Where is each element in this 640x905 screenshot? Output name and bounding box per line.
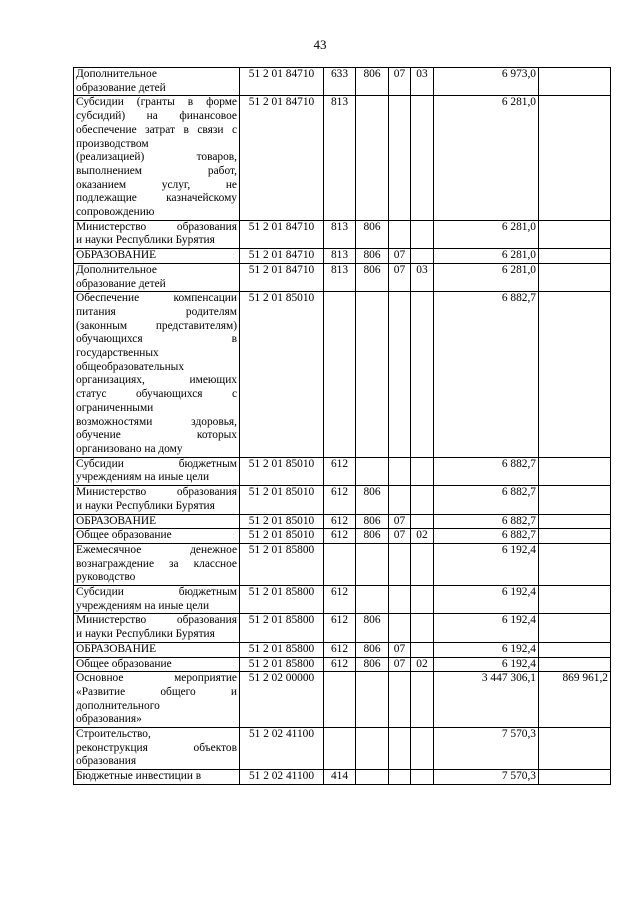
section-cell [389,220,411,248]
item-name-line: государственных [76,347,159,360]
item-name-cell [74,220,240,248]
amount-extra-cell [539,642,611,657]
item-name-cell [74,586,240,614]
expense-type-cell: 813 [324,263,356,291]
target-article-cell: 51 2 01 84710 [240,249,324,264]
expense-type-cell: 612 [324,614,356,642]
target-article-cell: 51 2 01 85010 [240,457,324,485]
expense-type-cell [324,672,356,728]
amount-extra-cell [539,486,611,514]
table-row [74,96,611,220]
ministry-code-cell [356,96,389,220]
subsection-cell: 03 [411,263,434,291]
table-row [74,770,611,785]
amount-extra-cell: 869 961,2 [539,672,611,728]
item-name-line: Министерство образования [76,614,237,627]
ministry-code-cell [356,728,389,770]
ministry-code-cell [356,586,389,614]
amount-cell: 6 192,4 [434,614,539,642]
amount-cell: 6 192,4 [434,543,539,585]
item-name-cell [74,672,240,728]
amount-extra-cell [539,728,611,770]
target-article-cell: 51 2 01 85010 [240,529,324,544]
amount-cell: 6 281,0 [434,96,539,220]
amount-extra-cell [539,68,611,96]
section-cell [389,543,411,585]
table-row [74,486,611,514]
section-cell: 07 [389,529,411,544]
item-name-line: образования [76,755,137,768]
target-article-cell: 51 2 02 41100 [240,728,324,770]
item-name-cell [74,728,240,770]
subsection-cell [411,728,434,770]
item-name-line: Ежемесячное денежное [76,543,237,556]
target-article-cell: 51 2 01 84710 [240,96,324,220]
amount-extra-cell [539,263,611,291]
amount-cell: 6 882,7 [434,292,539,457]
expense-type-cell: 414 [324,770,356,785]
ministry-code-cell: 806 [356,220,389,248]
item-name-line: возможностями здоровья, [76,415,237,428]
item-name-line: производством [76,137,149,150]
expense-type-cell: 612 [324,457,356,485]
item-name-cell [74,657,240,672]
item-name-line: Министерство образования [76,486,237,499]
table-row [74,68,611,96]
target-article-cell: 51 2 01 85800 [240,586,324,614]
item-name-cell [74,770,240,785]
item-name-line: Субсидии бюджетным [76,586,237,599]
item-name-line: ОБРАЗОВАНИЕ [76,642,157,655]
expense-type-cell: 612 [324,657,356,672]
target-article-cell: 51 2 01 85010 [240,292,324,457]
target-article-cell: 51 2 01 85800 [240,642,324,657]
section-cell [389,486,411,514]
subsection-cell: 02 [411,657,434,672]
item-name-line: «Развитие общего и [76,685,237,698]
amount-extra-cell [539,514,611,529]
target-article-cell: 51 2 02 00000 [240,672,324,728]
section-cell: 07 [389,657,411,672]
item-name-line: вознаграждение за классное [76,557,237,570]
item-name-cell [74,514,240,529]
item-name-line: сопровождению [76,206,155,219]
budget-table [73,67,611,785]
section-cell: 07 [389,514,411,529]
item-name-cell [74,529,240,544]
item-name-line: Бюджетные инвестиции в [76,770,202,783]
section-cell: 07 [389,68,411,96]
table-row [74,586,611,614]
table-row [74,543,611,585]
table-row [74,614,611,642]
ministry-code-cell [356,770,389,785]
ministry-code-cell: 806 [356,263,389,291]
subsection-cell [411,457,434,485]
subsection-cell [411,514,434,529]
ministry-code-cell: 806 [356,486,389,514]
item-name-cell [74,249,240,264]
amount-cell: 6 281,0 [434,263,539,291]
item-name-line: Субсидии бюджетным [76,457,237,470]
ministry-code-cell: 806 [356,514,389,529]
amount-cell: 6 882,7 [434,514,539,529]
expense-type-cell: 813 [324,220,356,248]
table-row [74,657,611,672]
amount-extra-cell [539,292,611,457]
subsection-cell [411,543,434,585]
subsection-cell [411,642,434,657]
subsection-cell [411,220,434,248]
item-name-line: Общее образование [76,529,172,542]
item-name-line: (реализацией) товаров, [76,151,237,164]
expense-type-cell [324,292,356,457]
ministry-code-cell [356,543,389,585]
ministry-code-cell [356,292,389,457]
item-name-line: оказанием услуг, не [76,178,237,191]
expense-type-cell: 612 [324,642,356,657]
amount-extra-cell [539,657,611,672]
item-name-line: ограниченными [76,401,154,414]
item-name-cell [74,96,240,220]
section-cell [389,614,411,642]
item-name-line: Обеспечение компенсации [76,292,237,305]
amount-cell: 6 192,4 [434,586,539,614]
item-name-line: ОБРАЗОВАНИЕ [76,514,157,527]
expense-type-cell: 813 [324,96,356,220]
expense-type-cell [324,728,356,770]
target-article-cell: 51 2 01 85010 [240,514,324,529]
table-row [74,457,611,485]
item-name-line: и науки Республики Бурятия [76,234,215,247]
item-name-line: (законным представителям) [76,319,237,332]
table-row [74,529,611,544]
subsection-cell [411,586,434,614]
subsection-cell [411,486,434,514]
item-name-cell [74,263,240,291]
page-number: 43 [313,37,327,52]
item-name-line: организовано на дому [76,442,183,455]
item-name-line: подлежащие казначейскому [76,192,237,205]
table-row [74,642,611,657]
ministry-code-cell: 806 [356,642,389,657]
amount-extra-cell [539,529,611,544]
amount-cell: 6 882,7 [434,457,539,485]
target-article-cell: 51 2 01 85800 [240,614,324,642]
target-article-cell: 51 2 01 85800 [240,543,324,585]
ministry-code-cell: 806 [356,529,389,544]
subsection-cell [411,672,434,728]
section-cell [389,770,411,785]
ministry-code-cell: 806 [356,614,389,642]
item-name-line: Дополнительное [76,263,157,276]
amount-cell: 3 447 306,1 [434,672,539,728]
item-name-line: общеобразовательных [76,360,185,373]
amount-cell: 7 570,3 [434,770,539,785]
ministry-code-cell: 806 [356,68,389,96]
item-name-line: учреждениям на иные цели [76,599,210,612]
amount-cell: 6 882,7 [434,529,539,544]
table-row [74,220,611,248]
amount-extra-cell [539,543,611,585]
item-name-line: образование детей [76,81,166,94]
section-cell [389,672,411,728]
item-name-line: ОБРАЗОВАНИЕ [76,249,157,262]
item-name-line: и науки Республики Бурятия [76,499,215,512]
amount-extra-cell [539,457,611,485]
amount-cell: 6 192,4 [434,642,539,657]
section-cell: 07 [389,642,411,657]
item-name-line: питания родителям [76,305,237,318]
target-article-cell: 51 2 01 84710 [240,220,324,248]
item-name-line: субсидий) на финансовое [76,110,237,123]
ministry-code-cell: 806 [356,249,389,264]
subsection-cell: 02 [411,529,434,544]
item-name-line: образование детей [76,277,166,290]
item-name-line: дополнительного [76,699,160,712]
amount-extra-cell [539,220,611,248]
item-name-cell [74,642,240,657]
item-name-line: реконструкция объектов [76,741,237,754]
subsection-cell [411,249,434,264]
subsection-cell [411,292,434,457]
item-name-line: обучающихся в [76,333,237,346]
item-name-cell [74,614,240,642]
subsection-cell [411,614,434,642]
item-name-line: Строительство, [76,728,151,741]
table-row [74,514,611,529]
item-name-line: организациях, имеющих [76,374,237,387]
item-name-line: и науки Республики Бурятия [76,628,215,641]
section-cell [389,96,411,220]
item-name-line: Дополнительное [76,68,157,80]
target-article-cell: 51 2 01 85800 [240,657,324,672]
item-name-line: Министерство образования [76,220,237,233]
section-cell [389,292,411,457]
expense-type-cell: 633 [324,68,356,96]
item-name-cell [74,292,240,457]
amount-extra-cell [539,586,611,614]
amount-cell: 6 192,4 [434,657,539,672]
item-name-line: обучение которых [76,429,237,442]
table-row [74,672,611,728]
item-name-cell [74,457,240,485]
amount-cell: 6 973,0 [434,68,539,96]
item-name-cell [74,543,240,585]
budget-table-body [74,68,611,785]
item-name-cell [74,68,240,96]
table-row [74,728,611,770]
amount-cell: 6 281,0 [434,220,539,248]
item-name-cell [74,486,240,514]
section-cell: 07 [389,249,411,264]
amount-extra-cell [539,614,611,642]
item-name-line: выполнением работ, [76,164,237,177]
ministry-code-cell [356,457,389,485]
item-name-line: обеспечение затрат в связи с [76,123,237,136]
target-article-cell: 51 2 01 84710 [240,68,324,96]
expense-type-cell: 813 [324,249,356,264]
target-article-cell: 51 2 01 85010 [240,486,324,514]
section-cell [389,586,411,614]
ministry-code-cell: 806 [356,657,389,672]
ministry-code-cell [356,672,389,728]
table-row [74,249,611,264]
subsection-cell [411,770,434,785]
item-name-line: Субсидии (гранты в форме [76,96,237,109]
amount-extra-cell [539,770,611,785]
section-cell [389,457,411,485]
expense-type-cell: 612 [324,586,356,614]
amount-cell: 7 570,3 [434,728,539,770]
table-row [74,292,611,457]
item-name-line: руководство [76,571,136,584]
amount-extra-cell [539,249,611,264]
expense-type-cell [324,543,356,585]
item-name-line: Основное мероприятие [76,672,237,685]
amount-cell: 6 882,7 [434,486,539,514]
amount-cell: 6 281,0 [434,249,539,264]
target-article-cell: 51 2 01 84710 [240,263,324,291]
amount-extra-cell [539,96,611,220]
target-article-cell: 51 2 02 41100 [240,770,324,785]
section-cell [389,728,411,770]
expense-type-cell: 612 [324,529,356,544]
item-name-line: учреждениям на иные цели [76,471,210,484]
expense-type-cell: 612 [324,486,356,514]
subsection-cell [411,96,434,220]
item-name-line: образования» [76,713,142,726]
expense-type-cell: 612 [324,514,356,529]
item-name-line: Общее образование [76,657,172,670]
table-row [74,263,611,291]
item-name-line: статус обучающихся с [76,388,237,401]
subsection-cell: 03 [411,68,434,96]
section-cell: 07 [389,263,411,291]
